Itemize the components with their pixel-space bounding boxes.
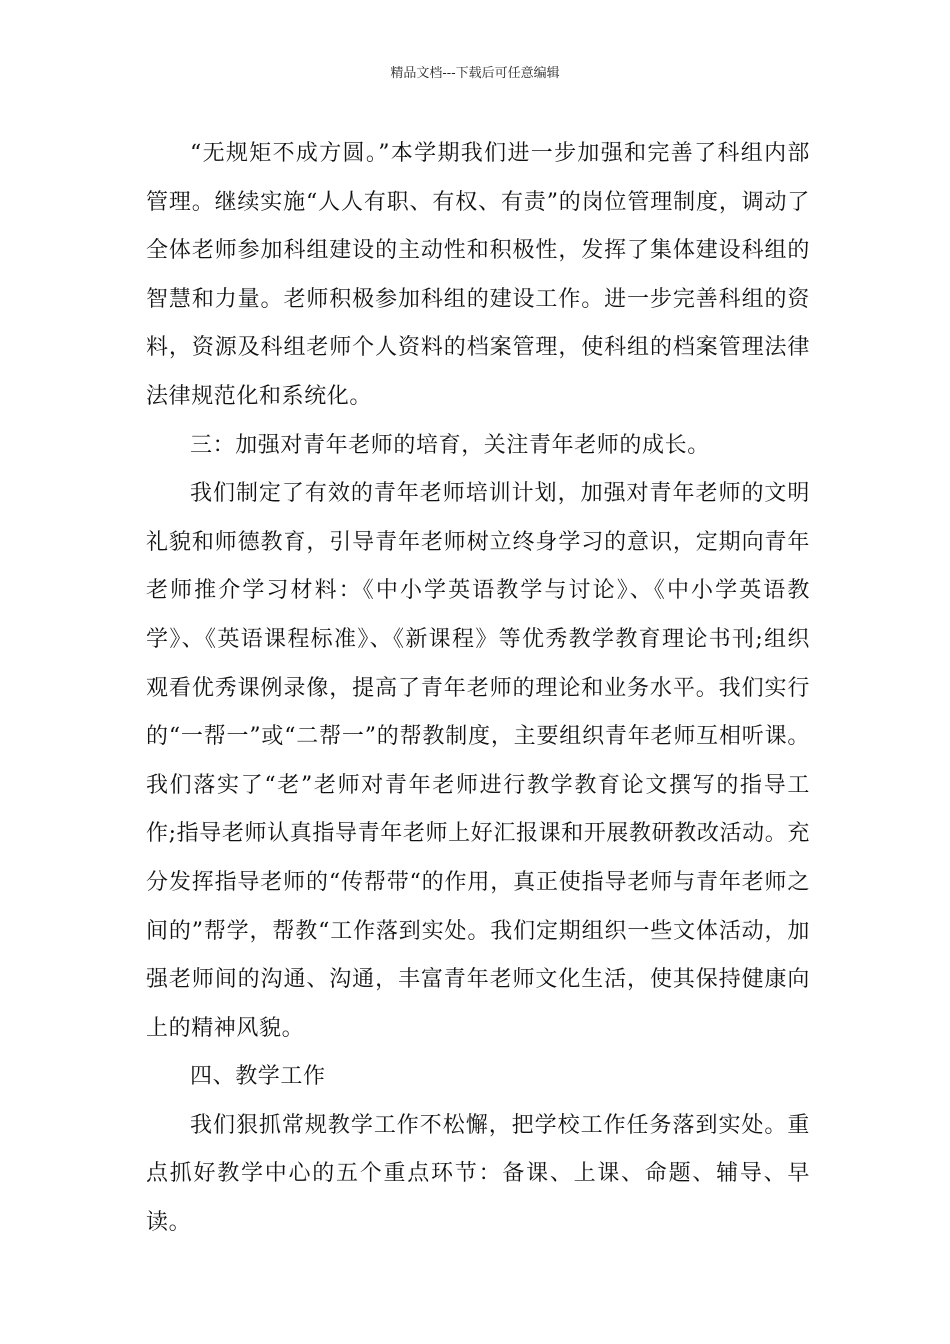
- paragraph-teaching-work: 我们狠抓常规教学工作不松懈，把学校工作任务落到实处。重点抓好教学中心的五个重点环节：备课、上课、命题、辅导、早读。: [146, 1112, 810, 1236]
- section-heading-four: 四、教学工作: [190, 1064, 326, 1090]
- section-heading-three: 三：加强对青年老师的培育，关注青年老师的成长。: [190, 432, 710, 458]
- document-body: [146, 130, 810, 1248]
- paragraph-management: “无规矩不成方圆。”本学期我们进一步加强和完善了科组内部管理。继续实施“人人有职、有权、有责”的岗位管理制度，调动了全体老师参加科组建设的主动性和积极性，发挥了集体建设科组的智慧和力量。老师积极参加科组的建设工作。进一步完善科组的资料，资源及科组老师个人资料的档案管理，使科组的档案管理法律法律规范化和系统化。: [146, 141, 810, 409]
- paragraph-young-teachers: 我们制定了有效的青年老师培训计划，加强对青年老师的文明礼貌和师德教育，引导青年老师树立终身学习的意识，定期向青年老师推介学习材料：《中小学英语教学与讨论》、《中小学英语教学》、《英语课程标准》、《新课程》等优秀教学教育理论书刊;组织观看优秀课例录像，提高了青年老师的理论和业务水平。我们实行的“一帮一”或“二帮一”的帮教制度，主要组织青年老师互相听课。我们落实了“老”老师对青年老师进行教学教育论文撰写的指导工作;指导老师认真指导青年老师上好汇报课和开展教研教改活动。充分发挥指导老师的“传帮带“的作用，真正使指导老师与青年老师之间的”帮学，帮教“工作落到实处。我们定期组织一些文体活动，加强老师间的沟通、沟通，丰富青年老师文化生活，使其保持健康向上的精神风貌。: [146, 481, 810, 1041]
- page-header: 精品文档---下载后可任意编辑: [390, 66, 560, 81]
